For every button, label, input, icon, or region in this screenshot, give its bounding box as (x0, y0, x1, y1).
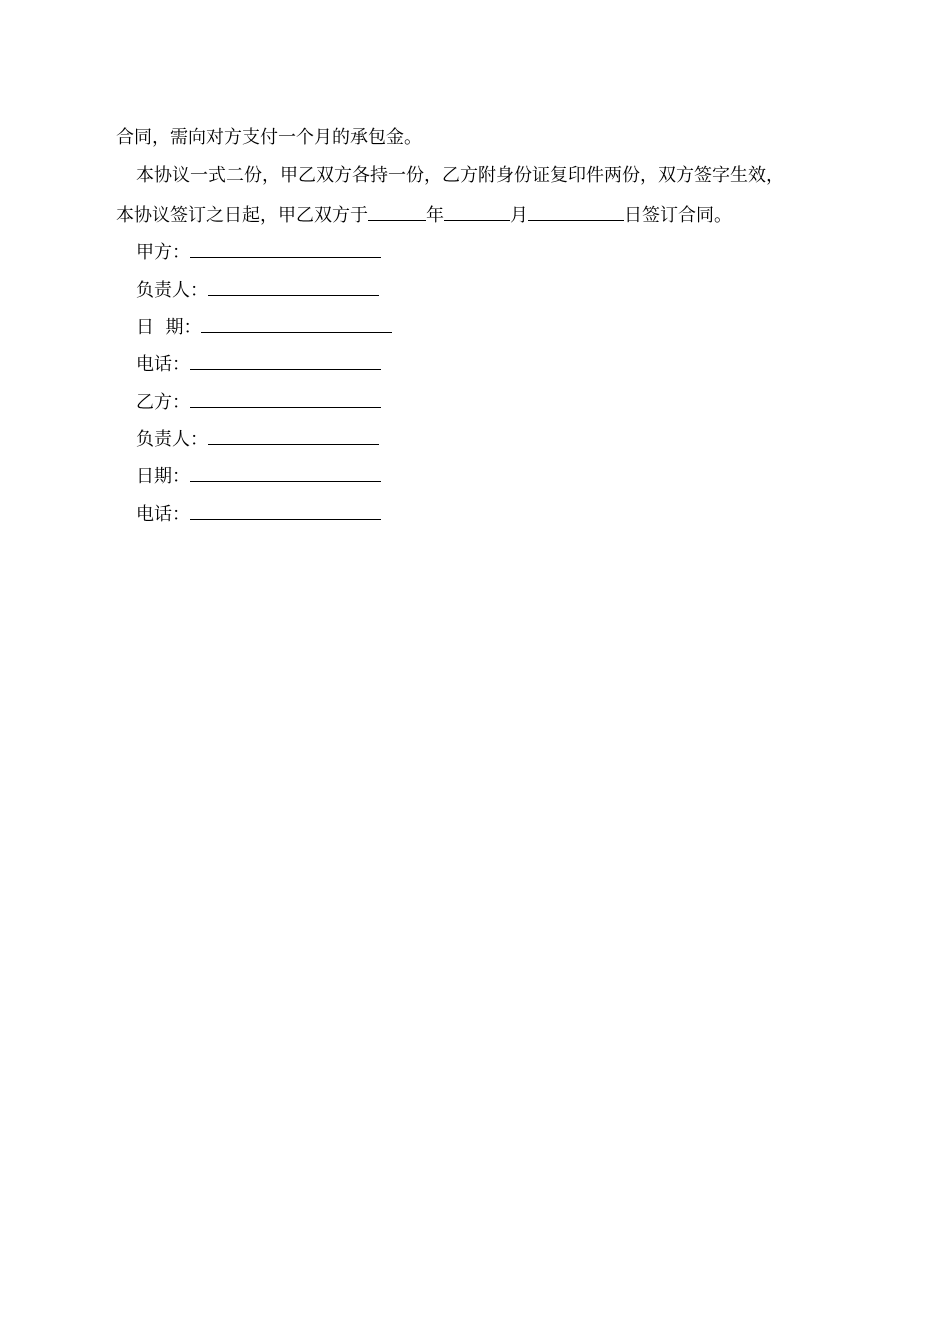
party-a-date-label: 日 期： (136, 317, 202, 338)
year-label: 年 (426, 205, 444, 226)
party-b-representative-blank (208, 426, 379, 445)
paragraph-continuation: 合同，需向对方支付一个月的承包金。 (116, 127, 422, 148)
party-b-line (136, 389, 381, 414)
party-a-representative-label: 负责人： (136, 280, 208, 301)
party-b-representative-label: 负责人： (136, 429, 208, 450)
clause-line-2 (116, 202, 732, 227)
party-b-phone-line (136, 501, 381, 526)
clause-line-1: 本协议一式二份，甲乙双方各持一份，乙方附身份证复印件两份，双方签字生效， (136, 165, 784, 186)
party-b-date-label: 日期： (136, 466, 190, 487)
year-blank (368, 202, 426, 221)
party-a-line (136, 239, 381, 264)
party-a-phone-blank (190, 351, 381, 370)
day-blank (528, 202, 624, 221)
party-a-date-line (136, 314, 392, 339)
month-label: 月 (510, 205, 528, 226)
party-a-date-blank (201, 314, 392, 333)
party-a-phone-line (136, 351, 381, 376)
party-b-representative-line (136, 426, 379, 451)
month-blank (444, 202, 510, 221)
party-b-label: 乙方： (136, 392, 190, 413)
party-b-date-blank (190, 463, 381, 482)
party-a-label: 甲方： (136, 242, 190, 263)
day-suffix: 日签订合同。 (624, 205, 732, 226)
party-a-blank (190, 239, 381, 258)
party-a-phone-label: 电话： (136, 354, 190, 375)
clause-line-2-prefix: 本协议签订之日起，甲乙双方于 (116, 205, 368, 226)
party-b-phone-label: 电话： (136, 504, 190, 525)
party-a-representative-line (136, 277, 379, 302)
party-b-phone-blank (190, 501, 381, 520)
party-b-date-line (136, 463, 381, 488)
party-a-representative-blank (208, 277, 379, 296)
party-b-blank (190, 389, 381, 408)
